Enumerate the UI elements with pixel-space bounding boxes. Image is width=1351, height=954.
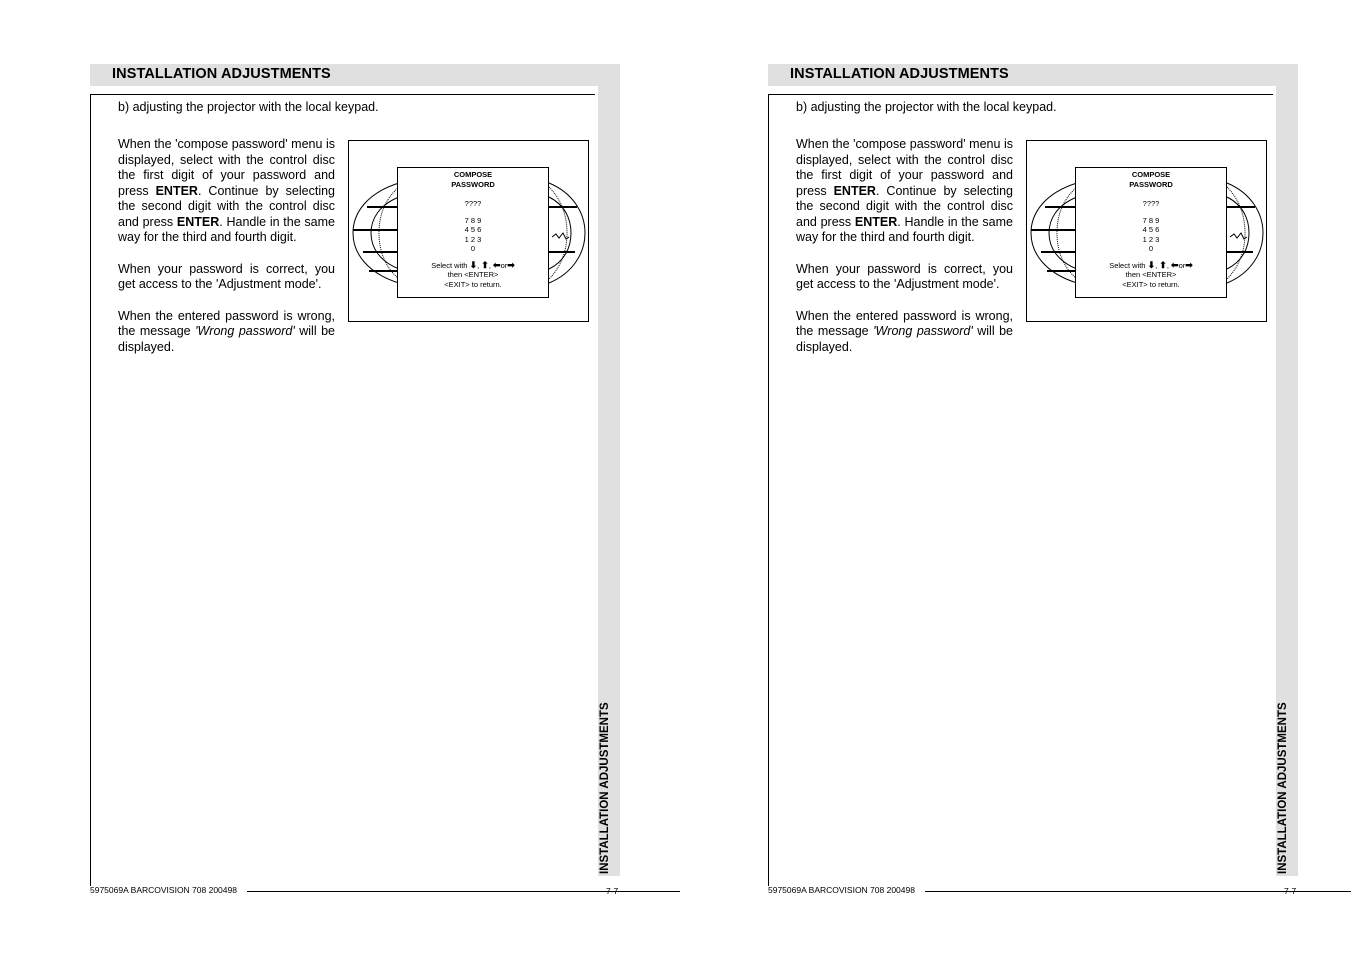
menu-title-line2: PASSWORD xyxy=(451,179,495,189)
keypad-row-4: 0 xyxy=(470,244,476,253)
intro-text: b) adjusting the projector with the local keypad. xyxy=(118,100,379,114)
menu-title-line1: COMPOSE xyxy=(453,170,493,179)
side-tab-label: INSTALLATION ADJUSTMENTS xyxy=(599,702,611,874)
arrow-down-icon: ⬇ xyxy=(469,259,478,270)
margin-rule xyxy=(90,94,91,886)
manual-page xyxy=(768,0,1328,954)
then-enter-line: then <ENTER> xyxy=(447,270,499,279)
arrow-up-icon: ⬆ xyxy=(1159,259,1167,270)
paragraph-compose: When the 'compose password' menu is displayed, select with the control disc the first digit of your password and press ENTER. Continue by selecting the second digit with the control disc and press ENTER. Handle in the same way for the third and fourth digit. xyxy=(118,137,335,244)
paragraph-wrong: When the entered password is wrong, the message 'Wrong password' will be displayed. xyxy=(118,308,336,354)
keypad-row-3: 1 2 3 xyxy=(464,234,482,244)
keypad-row-1: 7 8 9 xyxy=(464,215,482,225)
compose-password-figure xyxy=(1026,140,1267,322)
page-title: INSTALLATION ADJUSTMENTS xyxy=(112,66,331,82)
page-title: INSTALLATION ADJUSTMENTS xyxy=(790,66,1009,82)
paragraph-correct: When your password is correct, you get access to the 'Adjustment mode'. xyxy=(796,261,1013,291)
header-rule xyxy=(768,94,1273,95)
password-code: ???? xyxy=(1142,199,1160,208)
body-text xyxy=(796,137,1013,371)
password-code: ???? xyxy=(464,199,482,208)
exit-line: <EXIT> to return. xyxy=(444,279,502,289)
arrow-right-icon: ➡ xyxy=(507,259,515,270)
keypad-row-2: 4 5 6 xyxy=(464,225,482,234)
select-instruction: Select with ⬇, ⬆, ⬅or➡ xyxy=(431,259,515,270)
keypad-row-4: 0 xyxy=(1148,244,1154,253)
intro-text: b) adjusting the projector with the local keypad. xyxy=(796,100,1057,114)
compose-password-menu xyxy=(1075,167,1227,298)
footer-document-id: 5975069A BARCOVISION 708 200498 xyxy=(90,885,237,895)
page-number: 7-7 xyxy=(1284,886,1297,896)
arrow-right-icon: ➡ xyxy=(1185,259,1193,270)
side-tab-label: INSTALLATION ADJUSTMENTS xyxy=(1277,702,1289,874)
compose-password-menu xyxy=(397,167,549,298)
body-text xyxy=(118,137,335,371)
keypad-row-1: 7 8 9 xyxy=(1142,215,1160,225)
manual-page xyxy=(90,0,650,954)
menu-title-line1: COMPOSE xyxy=(1131,170,1171,179)
arrow-down-icon: ⬇ xyxy=(1147,259,1156,270)
select-instruction: Select with ⬇, ⬆, ⬅or➡ xyxy=(1109,259,1193,270)
paragraph-compose: When the 'compose password' menu is displayed, select with the control disc the first digit of your password and press ENTER. Continue by selecting the second digit with the control disc and press ENTER. Handle in the same way for the third and fourth digit. xyxy=(796,137,1013,244)
keypad-row-3: 1 2 3 xyxy=(1142,234,1160,244)
compose-password-figure xyxy=(348,140,589,322)
page-number: 7-7 xyxy=(606,886,619,896)
menu-title-line2: PASSWORD xyxy=(1129,179,1173,189)
header-rule xyxy=(90,94,595,95)
footer-document-id: 5975069A BARCOVISION 708 200498 xyxy=(768,885,915,895)
arrow-left-icon: ⬅ xyxy=(493,259,501,270)
keypad-row-2: 4 5 6 xyxy=(1142,225,1160,234)
paragraph-wrong: When the entered password is wrong, the message 'Wrong password' will be displayed. xyxy=(796,308,1014,354)
then-enter-line: then <ENTER> xyxy=(1125,270,1177,279)
arrow-up-icon: ⬆ xyxy=(481,259,489,270)
exit-line: <EXIT> to return. xyxy=(1122,279,1180,289)
paragraph-correct: When your password is correct, you get access to the 'Adjustment mode'. xyxy=(118,261,335,291)
margin-rule xyxy=(768,94,769,886)
arrow-left-icon: ⬅ xyxy=(1171,259,1179,270)
